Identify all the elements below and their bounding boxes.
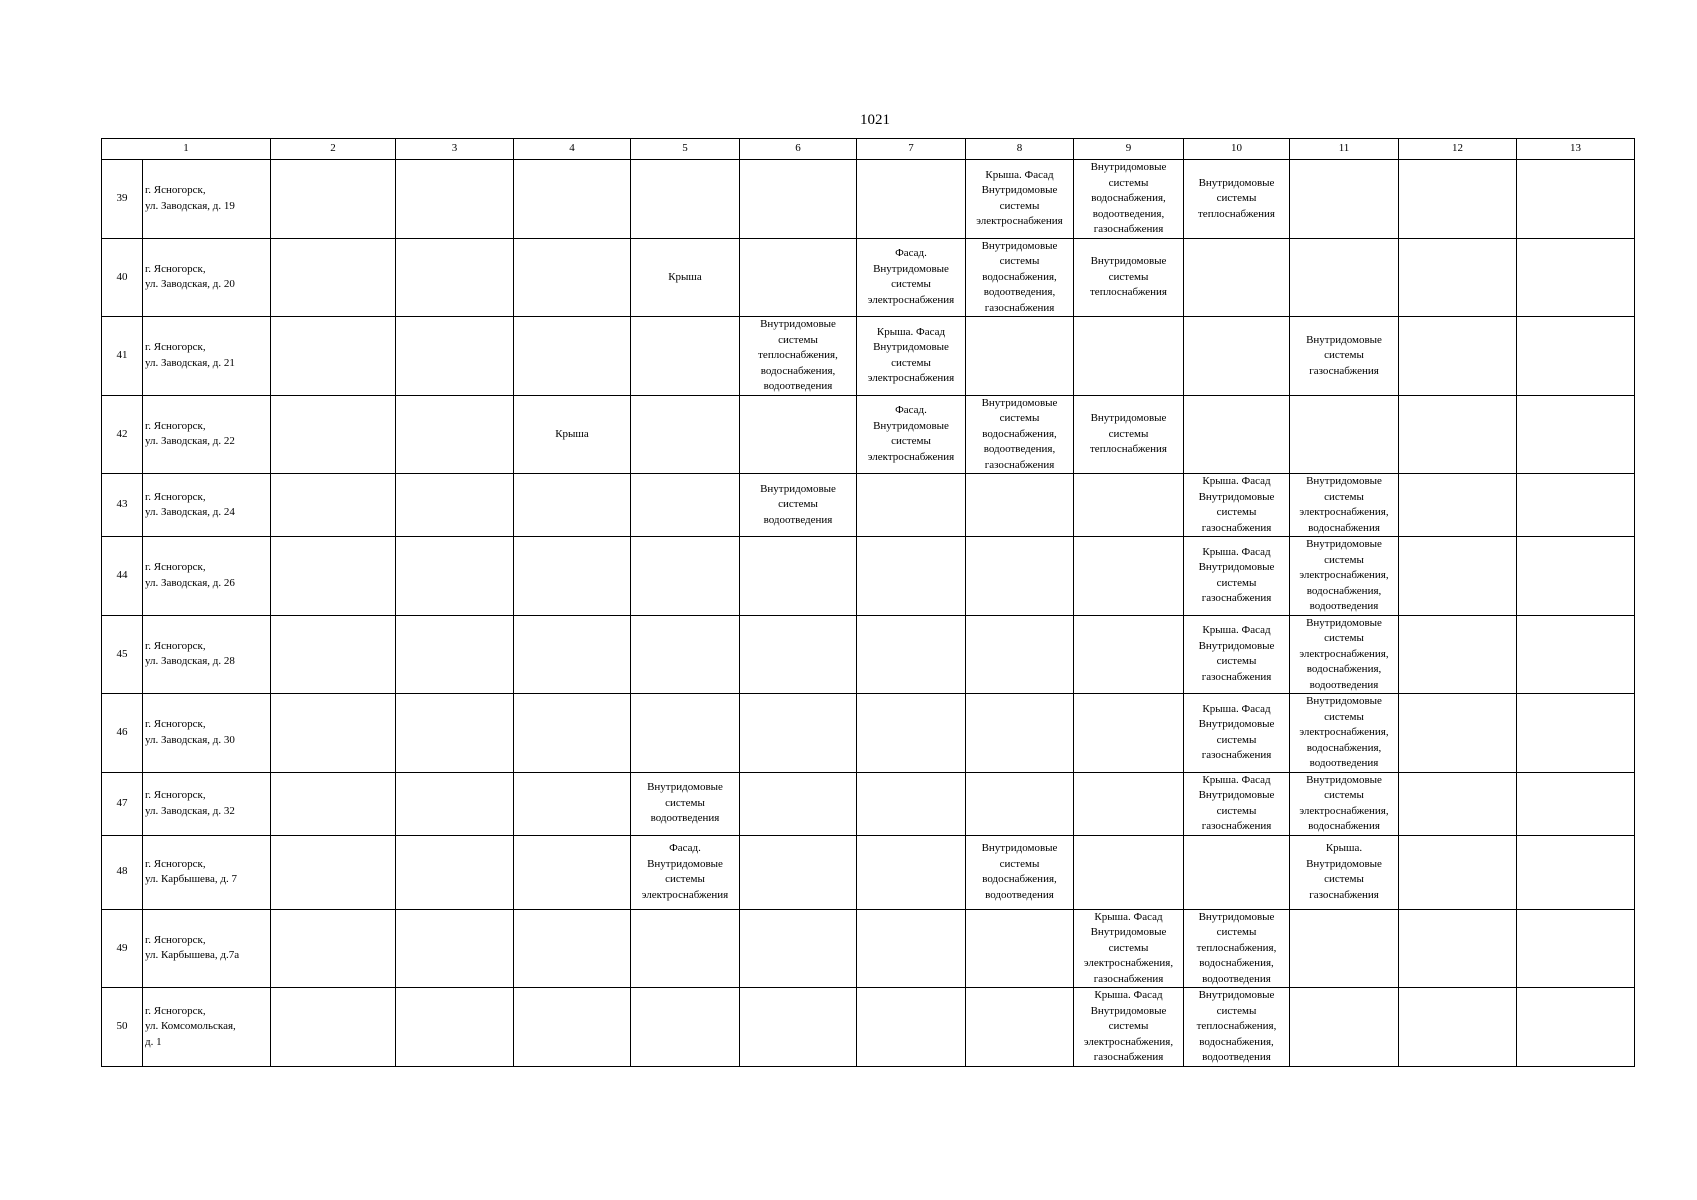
column-header: 8 xyxy=(966,139,1074,160)
work-cell-col-10 xyxy=(1184,395,1290,474)
work-cell-col-9 xyxy=(1074,988,1184,1067)
column-header: 3 xyxy=(396,139,514,160)
address-cell xyxy=(143,615,271,694)
work-text: Внутридомовые системы электроснабжения, водоснабжения xyxy=(1299,475,1389,534)
work-cell-col-13 xyxy=(1517,317,1635,396)
work-cell-col-8 xyxy=(966,615,1074,694)
work-cell-col-6 xyxy=(740,988,857,1067)
work-cell-col-9 xyxy=(1074,317,1184,396)
work-cell-col-5 xyxy=(631,160,740,239)
table-row xyxy=(102,160,1635,239)
address-text: г. Ясногорск, ул. Заводская, д. 28 xyxy=(145,639,235,668)
work-cell-col-2 xyxy=(271,615,396,694)
work-cell-col-2 xyxy=(271,395,396,474)
work-cell-col-10 xyxy=(1184,615,1290,694)
page-number: 1021 xyxy=(860,112,890,128)
column-header: 13 xyxy=(1517,139,1635,160)
work-cell-col-2 xyxy=(271,772,396,835)
work-cell-col-7 xyxy=(857,474,966,537)
work-cell-col-5 xyxy=(631,988,740,1067)
address-text: г. Ясногорск, ул. Заводская, д. 30 xyxy=(145,718,235,746)
work-text: Внутридомовые системы водоснабжения, водоотведения xyxy=(981,842,1058,901)
address-text: г. Ясногорск, ул. Заводская, д. 21 xyxy=(145,341,235,369)
column-header: 2 xyxy=(271,139,396,160)
work-cell-col-5 xyxy=(631,909,740,988)
work-cell-col-10 xyxy=(1184,537,1290,616)
work-text: Крыша. Фасад Внутридомовые системы электроснабжения xyxy=(867,325,955,385)
work-cell-col-10 xyxy=(1184,694,1290,773)
work-cell-col-3 xyxy=(396,909,514,988)
work-cell-col-8 xyxy=(966,694,1074,773)
work-cell-col-4 xyxy=(514,395,631,474)
table-row xyxy=(102,694,1635,773)
work-cell-col-10 xyxy=(1184,772,1290,835)
work-cell-col-8 xyxy=(966,909,1074,988)
work-cell-col-12 xyxy=(1399,835,1517,909)
address-text: г. Ясногорск, ул. Заводская, д. 26 xyxy=(145,561,235,589)
address-text: г. Ясногорск, ул. Карбышева, д. 7 xyxy=(145,857,237,885)
work-text: Крыша. Фасад Внутридомовые системы электроснабжения, газоснабжения xyxy=(1083,989,1174,1063)
column-header: 7 xyxy=(857,139,966,160)
work-cell-col-10 xyxy=(1184,909,1290,988)
work-cell-col-5 xyxy=(631,772,740,835)
work-cell-col-4 xyxy=(514,474,631,537)
work-cell-col-9 xyxy=(1074,615,1184,694)
work-text: Внутридомовые системы электроснабжения, водоснабжения xyxy=(1299,773,1389,832)
work-cell-col-3 xyxy=(396,615,514,694)
work-cell-col-10 xyxy=(1184,988,1290,1067)
work-cell-col-3 xyxy=(396,772,514,835)
table-body xyxy=(102,160,1635,1067)
work-cell-col-6 xyxy=(740,395,857,474)
work-cell-col-8 xyxy=(966,395,1074,474)
work-cell-col-3 xyxy=(396,694,514,773)
work-cell-col-11 xyxy=(1290,238,1399,317)
column-header: 1 xyxy=(102,139,271,160)
row-number: 40 xyxy=(102,238,143,317)
work-cell-col-5 xyxy=(631,615,740,694)
row-number: 50 xyxy=(102,988,143,1067)
table-row xyxy=(102,238,1635,317)
work-cell-col-2 xyxy=(271,909,396,988)
row-number: 42 xyxy=(102,395,143,474)
work-cell-col-11 xyxy=(1290,160,1399,239)
work-cell-col-3 xyxy=(396,317,514,396)
work-text: Крыша. Фасад Внутридомовые системы электроснабжения, газоснабжения xyxy=(1083,910,1174,985)
work-text: Крыша xyxy=(668,270,702,283)
work-cell-col-6 xyxy=(740,615,857,694)
address-cell xyxy=(143,317,271,396)
work-cell-col-2 xyxy=(271,835,396,909)
row-number: 49 xyxy=(102,909,143,988)
work-text: Крыша. Фасад Внутридомовые системы электроснабжения xyxy=(976,168,1063,228)
work-cell-col-12 xyxy=(1399,238,1517,317)
work-cell-col-8 xyxy=(966,474,1074,537)
work-text: Внутридомовые системы теплоснабжения, водоснабжения, водоотведения xyxy=(1196,989,1277,1063)
work-cell-col-6 xyxy=(740,835,857,909)
address-text: г. Ясногорск, ул. Заводская, д. 22 xyxy=(145,419,235,448)
column-header: 10 xyxy=(1184,139,1290,160)
work-cell-col-2 xyxy=(271,474,396,537)
work-cell-col-6 xyxy=(740,160,857,239)
work-cell-col-13 xyxy=(1517,395,1635,474)
work-cell-col-5 xyxy=(631,537,740,616)
work-cell-col-3 xyxy=(396,537,514,616)
work-cell-col-4 xyxy=(514,615,631,694)
address-text: г. Ясногорск, ул. Комсомольская, д. 1 xyxy=(145,1004,236,1048)
work-cell-col-11 xyxy=(1290,317,1399,396)
work-cell-col-11 xyxy=(1290,474,1399,537)
work-cell-col-7 xyxy=(857,988,966,1067)
work-cell-col-12 xyxy=(1399,615,1517,694)
work-cell-col-2 xyxy=(271,238,396,317)
work-cell-col-3 xyxy=(396,160,514,239)
work-cell-col-9 xyxy=(1074,835,1184,909)
work-cell-col-9 xyxy=(1074,694,1184,773)
work-cell-col-12 xyxy=(1399,988,1517,1067)
work-cell-col-4 xyxy=(514,772,631,835)
row-number: 43 xyxy=(102,474,143,537)
address-cell xyxy=(143,988,271,1067)
work-cell-col-6 xyxy=(740,474,857,537)
address-text: г. Ясногорск, ул. Заводская, д. 20 xyxy=(145,262,235,291)
work-cell-col-8 xyxy=(966,772,1074,835)
work-cell-col-2 xyxy=(271,317,396,396)
row-number: 45 xyxy=(102,615,143,694)
table-row xyxy=(102,988,1635,1067)
work-cell-col-13 xyxy=(1517,988,1635,1067)
work-cell-col-12 xyxy=(1399,694,1517,773)
work-cell-col-7 xyxy=(857,835,966,909)
work-text: Внутридомовые системы теплоснабжения xyxy=(1198,176,1275,220)
work-cell-col-3 xyxy=(396,474,514,537)
work-cell-col-7 xyxy=(857,317,966,396)
address-cell xyxy=(143,238,271,317)
work-cell-col-11 xyxy=(1290,537,1399,616)
work-cell-col-7 xyxy=(857,160,966,239)
address-text: г. Ясногорск, ул. Заводская, д. 24 xyxy=(145,490,235,518)
address-cell xyxy=(143,694,271,773)
column-header: 11 xyxy=(1290,139,1399,160)
work-cell-col-12 xyxy=(1399,772,1517,835)
address-text: г. Ясногорск, ул. Заводская, д. 32 xyxy=(145,789,235,817)
work-cell-col-10 xyxy=(1184,160,1290,239)
work-cell-col-6 xyxy=(740,317,857,396)
work-cell-col-9 xyxy=(1074,474,1184,537)
work-cell-col-3 xyxy=(396,988,514,1067)
address-cell xyxy=(143,772,271,835)
column-header: 5 xyxy=(631,139,740,160)
work-cell-col-10 xyxy=(1184,238,1290,317)
work-text: Внутридомовые системы электроснабжения, водоснабжения, водоотведения xyxy=(1299,695,1389,769)
work-cell-col-10 xyxy=(1184,317,1290,396)
work-cell-col-10 xyxy=(1184,474,1290,537)
repair-schedule-table xyxy=(101,138,1635,1067)
work-cell-col-3 xyxy=(396,395,514,474)
column-header: 4 xyxy=(514,139,631,160)
work-text: Внутридомовые системы теплоснабжения, водоснабжения, водоотведения xyxy=(1196,910,1277,985)
work-cell-col-6 xyxy=(740,909,857,988)
work-cell-col-8 xyxy=(966,238,1074,317)
work-text: Крыша. Внутридомовые системы газоснабжения xyxy=(1306,842,1382,901)
work-cell-col-4 xyxy=(514,537,631,616)
work-cell-col-13 xyxy=(1517,772,1635,835)
work-cell-col-6 xyxy=(740,537,857,616)
table-row xyxy=(102,615,1635,694)
column-header: 12 xyxy=(1399,139,1517,160)
work-cell-col-13 xyxy=(1517,909,1635,988)
work-cell-col-4 xyxy=(514,238,631,317)
work-cell-col-11 xyxy=(1290,909,1399,988)
work-cell-col-2 xyxy=(271,988,396,1067)
work-cell-col-13 xyxy=(1517,238,1635,317)
work-text: Крыша xyxy=(555,427,589,440)
work-text: Внутридомовые системы водоотведения xyxy=(647,781,723,825)
address-cell xyxy=(143,835,271,909)
work-cell-col-5 xyxy=(631,317,740,396)
work-text: Внутридомовые системы электроснабжения, водоснабжения, водоотведения xyxy=(1299,616,1389,691)
work-cell-col-7 xyxy=(857,909,966,988)
work-cell-col-4 xyxy=(514,694,631,773)
work-cell-col-11 xyxy=(1290,772,1399,835)
row-number: 47 xyxy=(102,772,143,835)
work-cell-col-12 xyxy=(1399,537,1517,616)
work-text: Внутридомовые системы теплоснабжения, водоснабжения, водоотведения xyxy=(758,318,838,392)
work-text: Фасад. Внутридомовые системы электроснабжения xyxy=(867,404,955,463)
address-cell xyxy=(143,909,271,988)
work-cell-col-13 xyxy=(1517,835,1635,909)
address-text: г. Ясногорск, ул. Карбышева, д.7а xyxy=(145,933,240,962)
address-text: г. Ясногорск, ул. Заводская, д. 19 xyxy=(145,184,235,212)
work-cell-col-3 xyxy=(396,238,514,317)
work-cell-col-2 xyxy=(271,537,396,616)
work-cell-col-12 xyxy=(1399,395,1517,474)
work-cell-col-8 xyxy=(966,317,1074,396)
work-cell-col-6 xyxy=(740,694,857,773)
work-cell-col-9 xyxy=(1074,537,1184,616)
work-cell-col-9 xyxy=(1074,238,1184,317)
work-cell-col-4 xyxy=(514,160,631,239)
work-text: Фасад. Внутридомовые системы электроснабжения xyxy=(641,842,729,901)
work-text: Крыша. Фасад Внутридомовые системы газоснабжения xyxy=(1198,475,1275,534)
table-row xyxy=(102,474,1635,537)
row-number: 39 xyxy=(102,160,143,239)
table-row xyxy=(102,772,1635,835)
work-cell-col-13 xyxy=(1517,537,1635,616)
work-cell-col-4 xyxy=(514,909,631,988)
row-number: 41 xyxy=(102,317,143,396)
row-number: 48 xyxy=(102,835,143,909)
work-text: Фасад. Внутридомовые системы электроснабжения xyxy=(867,247,955,306)
work-text: Крыша. Фасад Внутридомовые системы газоснабжения xyxy=(1198,773,1275,832)
work-cell-col-7 xyxy=(857,615,966,694)
work-cell-col-9 xyxy=(1074,160,1184,239)
work-text: Крыша. Фасад Внутридомовые системы газоснабжения xyxy=(1198,702,1275,762)
row-number: 44 xyxy=(102,537,143,616)
work-cell-col-11 xyxy=(1290,615,1399,694)
work-cell-col-13 xyxy=(1517,694,1635,773)
work-cell-col-2 xyxy=(271,160,396,239)
work-cell-col-12 xyxy=(1399,160,1517,239)
work-text: Внутридомовые системы газоснабжения xyxy=(1306,333,1382,377)
work-cell-col-7 xyxy=(857,395,966,474)
work-cell-col-12 xyxy=(1399,317,1517,396)
work-cell-col-3 xyxy=(396,835,514,909)
work-text: Внутридомовые системы водоснабжения, водоотведения, газоснабжения xyxy=(981,396,1058,471)
address-cell xyxy=(143,537,271,616)
work-cell-col-12 xyxy=(1399,474,1517,537)
work-cell-col-5 xyxy=(631,835,740,909)
work-cell-col-4 xyxy=(514,988,631,1067)
work-cell-col-5 xyxy=(631,694,740,773)
work-cell-col-10 xyxy=(1184,835,1290,909)
work-text: Внутридомовые системы водоснабжения, водоотведения, газоснабжения xyxy=(981,239,1058,314)
work-cell-col-6 xyxy=(740,772,857,835)
work-cell-col-7 xyxy=(857,772,966,835)
column-header: 6 xyxy=(740,139,857,160)
work-text: Крыша. Фасад Внутридомовые системы газоснабжения xyxy=(1198,545,1275,605)
work-text: Внутридомовые системы водоснабжения, водоотведения, газоснабжения xyxy=(1090,161,1167,235)
work-cell-col-4 xyxy=(514,317,631,396)
work-cell-col-5 xyxy=(631,238,740,317)
work-cell-col-4 xyxy=(514,835,631,909)
work-cell-col-9 xyxy=(1074,909,1184,988)
work-cell-col-5 xyxy=(631,474,740,537)
work-text: Внутридомовые системы теплоснабжения xyxy=(1090,255,1167,298)
work-cell-col-8 xyxy=(966,988,1074,1067)
work-cell-col-6 xyxy=(740,238,857,317)
work-cell-col-13 xyxy=(1517,615,1635,694)
work-cell-col-7 xyxy=(857,238,966,317)
work-cell-col-11 xyxy=(1290,694,1399,773)
address-cell xyxy=(143,474,271,537)
work-cell-col-11 xyxy=(1290,395,1399,474)
work-cell-col-5 xyxy=(631,395,740,474)
work-text: Внутридомовые системы водоотведения xyxy=(760,482,836,526)
work-cell-col-12 xyxy=(1399,909,1517,988)
work-cell-col-7 xyxy=(857,694,966,773)
work-cell-col-9 xyxy=(1074,772,1184,835)
work-cell-col-9 xyxy=(1074,395,1184,474)
work-text: Внутридомовые системы теплоснабжения xyxy=(1090,412,1167,455)
work-cell-col-7 xyxy=(857,537,966,616)
column-number-row xyxy=(102,139,1635,160)
work-cell-col-8 xyxy=(966,537,1074,616)
work-cell-col-11 xyxy=(1290,835,1399,909)
work-cell-col-13 xyxy=(1517,160,1635,239)
table-row xyxy=(102,395,1635,474)
work-text: Внутридомовые системы электроснабжения, водоснабжения, водоотведения xyxy=(1299,538,1389,612)
work-cell-col-8 xyxy=(966,835,1074,909)
table-row xyxy=(102,909,1635,988)
row-number: 46 xyxy=(102,694,143,773)
table-row xyxy=(102,835,1635,909)
work-cell-col-13 xyxy=(1517,474,1635,537)
work-text: Крыша. Фасад Внутридомовые системы газоснабжения xyxy=(1198,624,1275,683)
address-cell xyxy=(143,395,271,474)
table-row xyxy=(102,537,1635,616)
work-cell-col-8 xyxy=(966,160,1074,239)
address-cell xyxy=(143,160,271,239)
work-cell-col-11 xyxy=(1290,988,1399,1067)
column-header: 9 xyxy=(1074,139,1184,160)
work-cell-col-2 xyxy=(271,694,396,773)
table-row xyxy=(102,317,1635,396)
